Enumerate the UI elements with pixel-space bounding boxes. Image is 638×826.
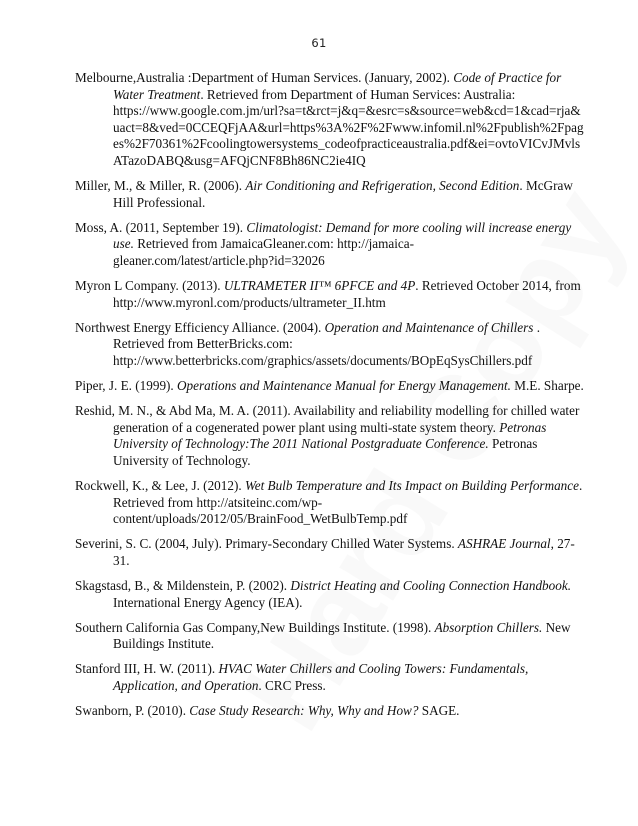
reference-line [75, 87, 565, 104]
reference-line [75, 378, 584, 395]
reference-text: ATazoDABQ&usg=AFQjCNF8Bh86NC2ie4IQ [113, 152, 366, 168]
reference-text: Swanborn, P. (2010). [75, 703, 190, 718]
reference-text: . [578, 477, 583, 493]
reference-text: 31. [113, 552, 130, 568]
reference-entry [75, 320, 565, 370]
reference-line [75, 595, 565, 612]
reference-text: Buildings Institute. [113, 636, 215, 652]
reference-title-text: HVAC Water Chillers and Cooling Towers: Fundamentals, [218, 661, 529, 677]
reference-text: Piper, J. E. (1999). [75, 378, 178, 393]
reference-title-text: use. [113, 236, 134, 252]
reference-entry [75, 703, 565, 720]
reference-line [75, 253, 565, 270]
reference-line [75, 678, 565, 695]
reference-line [75, 511, 565, 528]
reference-text: . [533, 319, 541, 335]
reference-text: es%2F70361%2Fcoolingtowersystems_codeofpracticeaustralia.pdf&ei=ovtoVICvJMvls [113, 136, 581, 152]
reference-line [75, 577, 571, 595]
reference-line [75, 119, 584, 137]
reference-entry [75, 577, 571, 611]
reference-title-text: Operation and Maintenance of Chillers [324, 319, 534, 335]
reference-text: New [542, 619, 571, 635]
reference-line [75, 453, 565, 470]
reference-title-text: Application, and Operation [113, 677, 259, 693]
reference-title-text: University of Technology:The 2011 National Postgraduate Conference. [113, 436, 489, 452]
reference-line [75, 353, 565, 370]
reference-line [75, 236, 565, 253]
reference-line [75, 103, 581, 120]
reference-title-text: Water Treatment [113, 86, 201, 102]
reference-line [75, 70, 565, 87]
reference-text: http://www.betterbricks.com/graphics/assets/documents/BOpEqSysChillers.pdf [113, 352, 533, 368]
reference-entry [75, 536, 575, 569]
reference-title-text: Air Conditioning and Refrigeration, Second Edition [245, 178, 520, 194]
reference-line [75, 536, 575, 553]
reference-text: Skagstasd, B., & Mildenstein, P. (2002). [75, 577, 291, 593]
reference-line [75, 320, 565, 337]
reference-line [75, 153, 565, 170]
reference-entry [75, 378, 584, 395]
reference-text: Retrieved from JamaicaGleaner.com: http://jamaica- [133, 236, 415, 252]
reference-text: Severini, S. C. (2004, July). Primary-Secondary Chilled Water Systems. [75, 536, 458, 552]
reference-text: Retrieved from http://atsiteinc.com/wp- [113, 494, 323, 510]
reference-text: Melbourne,Australia :Department of Human Services. (January, 2002). [75, 70, 454, 85]
reference-text: SAGE. [418, 703, 460, 718]
reference-line [75, 420, 565, 437]
reference-text: . CRC Press. [258, 677, 326, 693]
reference-text: M.E. Sharpe. [510, 378, 584, 393]
reference-text: gleaner.com/latest/article.php?id=32026 [113, 252, 325, 268]
reference-line [75, 477, 583, 495]
reference-text: content/uploads/2012/05/BrainFood_WetBulbTemp.pdf [113, 511, 408, 527]
reference-title-text: Climatologist: Demand for more cooling will increase energy [246, 219, 572, 235]
reference-text: Stanford III, H. W. (2011). [75, 661, 219, 677]
reference-text: , 27- [550, 536, 575, 552]
reference-line [75, 219, 572, 237]
reference-entry [75, 219, 572, 270]
reference-text: Hill Professional. [113, 194, 206, 210]
reference-text: Northwest Energy Efficiency Alliance. (2004). [75, 319, 325, 335]
reference-title-text: Absorption Chillers. [434, 619, 543, 635]
reference-line [75, 636, 565, 653]
reference-title-text: ASHRAE Journal [457, 536, 551, 552]
reference-line [75, 195, 565, 212]
reference-entry [75, 619, 571, 653]
reference-text: Moss, A. (2011, September 19). [75, 219, 247, 235]
reference-title-text: Operations and Maintenance Manual for Energy Management. [177, 378, 511, 393]
reference-title-text: ULTRAMETER II™ 6PFCE and 4P [223, 278, 416, 294]
reference-list [75, 70, 584, 728]
reference-title-text: Petronas [499, 419, 547, 435]
reference-text: International Energy Agency (IEA). [113, 594, 303, 610]
reference-title-text: Wet Bulb Temperature and Its Impact on Building Performance [244, 477, 579, 493]
reference-text: . Retrieved October 2014, from [415, 278, 581, 294]
reference-line [75, 336, 565, 353]
reference-line [75, 495, 565, 512]
reference-line [75, 553, 565, 570]
reference-title-text: District Heating and Cooling Connection Handbook. [290, 577, 571, 593]
reference-text: Rockwell, K., & Lee, J. (2012). [75, 477, 245, 493]
reference-text: Southern California Gas Company,New Buildings Institute. (1998). [75, 619, 435, 635]
reference-line [75, 403, 580, 420]
reference-line [75, 703, 565, 720]
reference-line [75, 178, 573, 195]
reference-entry [75, 178, 573, 211]
reference-text: https://www.google.com.jm/url?sa=t&rct=j&q=&esrc=s&source=web&cd=1&cad=rja& [113, 103, 581, 119]
reference-text: http://www.myronl.com/products/ultrameter_II.htm [113, 294, 386, 310]
reference-entry [75, 403, 580, 469]
reference-text: Retrieved from BetterBricks.com: [113, 336, 293, 352]
page-number: 61 [311, 36, 327, 50]
reference-line [75, 661, 565, 678]
reference-line [75, 619, 571, 637]
reference-text: generation of a cogenerated power plant using multi-state system theory. [113, 419, 500, 435]
reference-title-text: Code of Practice for [453, 70, 562, 85]
reference-text: Petronas [488, 436, 538, 452]
reference-text: . McGraw [519, 178, 573, 194]
reference-title-text: Case Study Research: Why, Why and How? [189, 703, 419, 718]
reference-text: Reshid, M. N., & Abd Ma, M. A. (2011). Availability and reliability modelling for chilled water [75, 403, 580, 419]
reference-line [75, 136, 581, 153]
reference-line [75, 278, 581, 295]
reference-text: Myron L Company. (2013). [75, 278, 224, 294]
reference-entry [75, 70, 584, 170]
reference-text: Miller, M., & Miller, R. (2006). [75, 178, 246, 194]
reference-line [75, 295, 565, 312]
reference-text: University of Technology. [113, 452, 251, 468]
reference-entry [75, 661, 565, 694]
reference-entry [75, 278, 581, 311]
reference-line [75, 436, 565, 453]
reference-text: uact=8&ved=0CCEQFjAA&url=https%3A%2F%2Fwww.infomil.nl%2Fpublish%2Fpag [113, 119, 584, 135]
reference-text: . Retrieved from Department of Human Services: Australia: [200, 86, 516, 102]
reference-entry [75, 477, 583, 528]
